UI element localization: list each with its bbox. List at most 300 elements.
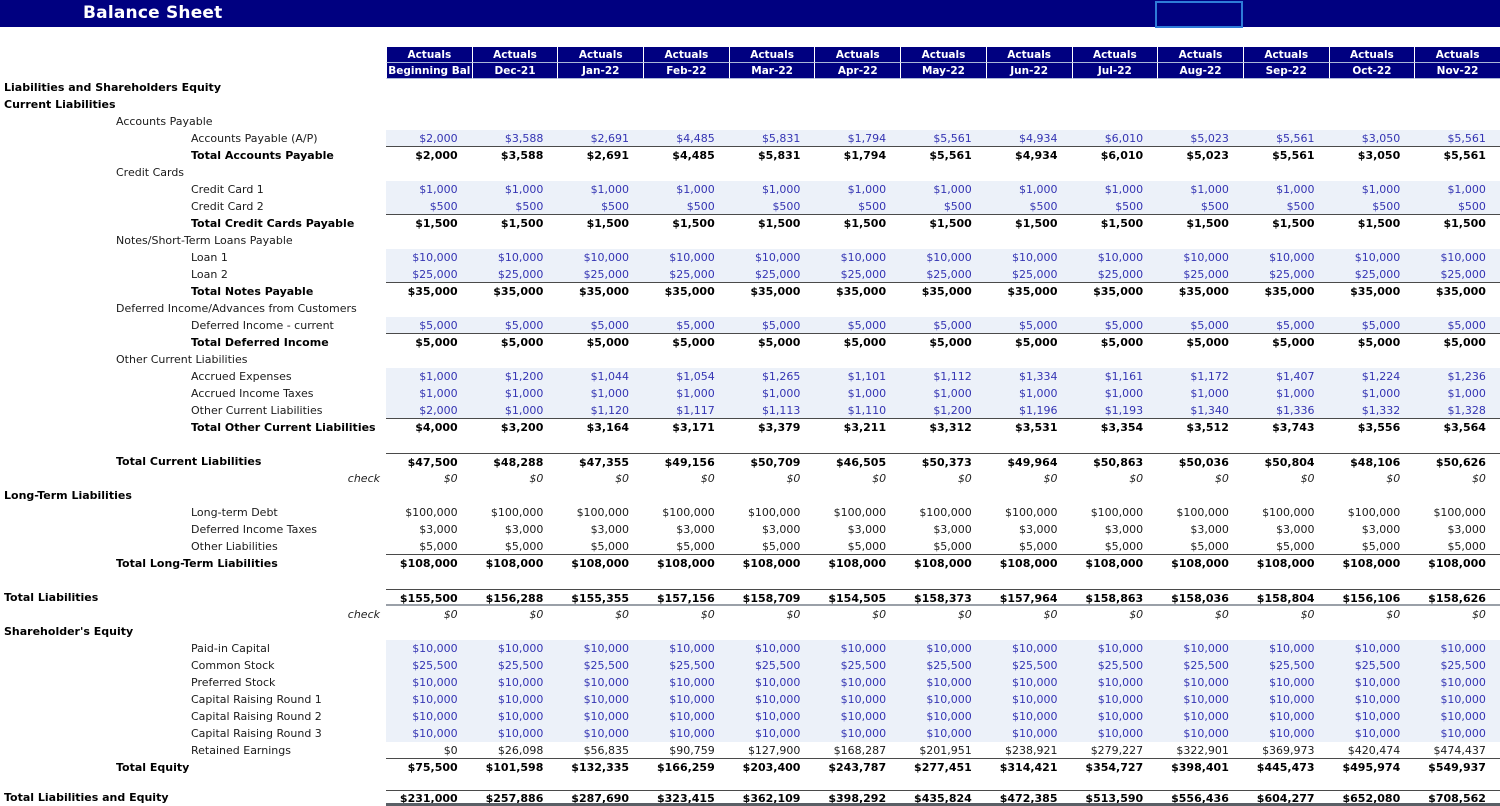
cell[interactable]: $35,000 xyxy=(1264,285,1315,298)
cell[interactable]: $5,023 xyxy=(1190,132,1229,145)
cell[interactable]: $0 xyxy=(1471,608,1486,621)
cell[interactable]: $277,451 xyxy=(914,761,972,774)
cell[interactable]: $25,000 xyxy=(669,268,715,281)
cell[interactable]: $5,000 xyxy=(1443,336,1486,349)
cell[interactable]: $25,000 xyxy=(412,268,458,281)
cell[interactable]: $25,500 xyxy=(926,659,972,672)
cell[interactable]: $243,787 xyxy=(828,761,887,774)
cell[interactable]: $90,759 xyxy=(669,744,715,757)
cell[interactable]: $10,000 xyxy=(840,642,887,655)
cell[interactable]: $1,500 xyxy=(1015,217,1058,230)
cell[interactable]: $5,000 xyxy=(761,540,801,553)
cell[interactable]: $500 xyxy=(601,200,630,213)
cell[interactable]: $5,000 xyxy=(1019,319,1058,332)
cell[interactable]: $3,312 xyxy=(929,421,972,434)
cell[interactable]: $708,562 xyxy=(1428,792,1486,803)
cell[interactable]: $108,000 xyxy=(742,557,801,570)
cell[interactable]: $279,227 xyxy=(1090,744,1144,757)
row-label[interactable]: Credit Card 1 xyxy=(191,183,264,196)
cell[interactable]: $49,156 xyxy=(664,456,715,469)
cell[interactable]: $323,415 xyxy=(656,792,715,803)
cell[interactable]: $3,000 xyxy=(1104,523,1144,536)
cell[interactable]: $1,500 xyxy=(1186,217,1229,230)
cell[interactable]: $5,000 xyxy=(761,319,801,332)
cell[interactable]: $1,000 xyxy=(1190,387,1229,400)
cell[interactable]: $500 xyxy=(858,200,887,213)
cell[interactable]: $100,000 xyxy=(747,506,801,519)
cell[interactable]: $5,000 xyxy=(590,319,630,332)
cell[interactable]: $25,500 xyxy=(1269,659,1315,672)
cell[interactable]: $10,000 xyxy=(754,676,801,689)
cell[interactable]: $652,080 xyxy=(1342,792,1401,803)
cell[interactable]: $1,120 xyxy=(590,404,630,417)
row-label[interactable]: Accounts Payable (A/P) xyxy=(191,132,318,145)
cell[interactable]: $1,000 xyxy=(847,387,887,400)
cell[interactable]: $10,000 xyxy=(1097,676,1144,689)
cell[interactable]: $10,000 xyxy=(1440,251,1486,264)
cell[interactable]: $10,000 xyxy=(1097,642,1144,655)
cell[interactable]: $3,000 xyxy=(504,523,544,536)
cell[interactable]: $10,000 xyxy=(1097,727,1144,740)
cell[interactable]: $108,000 xyxy=(914,557,972,570)
cell[interactable]: $1,000 xyxy=(590,183,630,196)
cell[interactable]: $3,050 xyxy=(1361,132,1401,145)
cell[interactable]: $2,691 xyxy=(586,149,630,162)
cell[interactable]: $25,500 xyxy=(1012,659,1058,672)
cell[interactable]: $556,436 xyxy=(1171,792,1229,803)
cell[interactable]: $132,335 xyxy=(571,761,630,774)
cell[interactable]: $1,113 xyxy=(761,404,801,417)
cell[interactable]: $1,161 xyxy=(1104,370,1144,383)
column-group-header-cell[interactable]: Actuals xyxy=(1329,47,1415,63)
cell[interactable]: $100,000 xyxy=(490,506,544,519)
column-group-header-cell[interactable]: Actuals xyxy=(1243,47,1329,63)
row-label[interactable]: Total Deferred Income xyxy=(191,336,329,349)
cell[interactable]: $1,500 xyxy=(415,217,458,230)
cell[interactable]: $100,000 xyxy=(833,506,887,519)
cell[interactable]: $10,000 xyxy=(412,710,458,723)
cell[interactable]: $1,000 xyxy=(1019,183,1058,196)
cell[interactable]: $3,379 xyxy=(757,421,801,434)
cell[interactable]: $1,054 xyxy=(676,370,715,383)
column-header-cell[interactable]: May-22 xyxy=(900,63,986,79)
cell[interactable]: $1,000 xyxy=(676,183,715,196)
cell[interactable]: $0 xyxy=(700,472,715,485)
cell[interactable]: $445,473 xyxy=(1256,761,1315,774)
cell[interactable]: $10,000 xyxy=(1012,642,1058,655)
cell[interactable]: $435,824 xyxy=(914,792,972,803)
cell[interactable]: $154,505 xyxy=(828,592,887,604)
cell[interactable]: $25,000 xyxy=(497,268,544,281)
cell[interactable]: $5,000 xyxy=(1276,319,1315,332)
cell[interactable]: $10,000 xyxy=(926,251,972,264)
cell[interactable]: $5,000 xyxy=(1186,336,1229,349)
cell[interactable]: $108,000 xyxy=(999,557,1058,570)
cell[interactable]: $10,000 xyxy=(754,251,801,264)
cell[interactable]: $10,000 xyxy=(669,642,715,655)
cell[interactable]: $500 xyxy=(1372,200,1401,213)
row-label[interactable]: Deferred Income/Advances from Customers xyxy=(116,302,357,315)
cell[interactable]: $10,000 xyxy=(583,642,630,655)
cell[interactable]: $168,287 xyxy=(833,744,887,757)
cell[interactable]: $3,000 xyxy=(1447,523,1486,536)
cell[interactable]: $50,709 xyxy=(750,456,801,469)
cell[interactable]: $100,000 xyxy=(1433,506,1486,519)
cell[interactable]: $0 xyxy=(1471,472,1486,485)
cell[interactable]: $10,000 xyxy=(1183,642,1229,655)
cell[interactable]: $10,000 xyxy=(926,642,972,655)
cell[interactable]: $3,531 xyxy=(1015,421,1058,434)
cell[interactable]: $1,500 xyxy=(586,217,630,230)
cell[interactable]: $10,000 xyxy=(1183,676,1229,689)
row-label[interactable]: Capital Raising Round 2 xyxy=(191,710,322,723)
cell[interactable]: $3,000 xyxy=(676,523,715,536)
column-header-cell[interactable]: Dec-21 xyxy=(472,63,558,79)
cell[interactable]: $100,000 xyxy=(405,506,458,519)
column-header-cell[interactable]: Jun-22 xyxy=(986,63,1072,79)
cell[interactable]: $47,500 xyxy=(407,456,458,469)
cell[interactable]: $1,794 xyxy=(843,149,887,162)
cell[interactable]: $100,000 xyxy=(1090,506,1144,519)
cell[interactable]: $10,000 xyxy=(412,676,458,689)
row-label[interactable]: Total Current Liabilities xyxy=(116,455,262,468)
cell[interactable]: $3,000 xyxy=(1276,523,1315,536)
cell[interactable]: $10,000 xyxy=(583,727,630,740)
cell[interactable]: $1,500 xyxy=(1357,217,1401,230)
cell[interactable]: $3,050 xyxy=(1357,149,1401,162)
cell[interactable]: $10,000 xyxy=(840,676,887,689)
cell[interactable]: $1,200 xyxy=(933,404,972,417)
cell[interactable]: $10,000 xyxy=(1440,642,1486,655)
cell[interactable]: $100,000 xyxy=(1176,506,1229,519)
row-label[interactable]: Notes/Short-Term Loans Payable xyxy=(116,234,293,247)
row-label[interactable]: check xyxy=(347,472,380,485)
cell[interactable]: $1,407 xyxy=(1276,370,1315,383)
cell[interactable]: $35,000 xyxy=(578,285,630,298)
cell[interactable]: $26,098 xyxy=(497,744,544,757)
cell[interactable]: $1,112 xyxy=(933,370,972,383)
cell[interactable]: $1,000 xyxy=(1447,183,1486,196)
cell[interactable]: $50,863 xyxy=(1093,456,1144,469)
cell[interactable]: $108,000 xyxy=(571,557,630,570)
cell[interactable]: $10,000 xyxy=(1269,251,1315,264)
cell[interactable]: $3,354 xyxy=(1100,421,1144,434)
cell[interactable]: $4,485 xyxy=(672,149,715,162)
cell[interactable]: $0 xyxy=(700,608,715,621)
cell[interactable]: $5,561 xyxy=(1272,149,1315,162)
row-label[interactable]: Accrued Expenses xyxy=(191,370,292,383)
cell[interactable]: $10,000 xyxy=(840,693,887,706)
row-label[interactable]: Liabilities and Shareholders Equity xyxy=(4,81,221,94)
cell[interactable]: $157,156 xyxy=(656,592,715,604)
cell[interactable]: $1,500 xyxy=(757,217,801,230)
cell[interactable]: $5,000 xyxy=(1100,336,1144,349)
cell[interactable]: $10,000 xyxy=(1354,727,1401,740)
cell[interactable]: $50,036 xyxy=(1178,456,1229,469)
column-header-cell[interactable]: Aug-22 xyxy=(1157,63,1243,79)
cell[interactable]: $0 xyxy=(786,608,801,621)
column-header-cell[interactable]: Oct-22 xyxy=(1329,63,1415,79)
cell[interactable]: $5,000 xyxy=(1104,319,1144,332)
cell[interactable]: $10,000 xyxy=(669,676,715,689)
row-label[interactable]: Other Current Liabilities xyxy=(116,353,248,366)
cell[interactable]: $500 xyxy=(1029,200,1058,213)
cell[interactable]: $10,000 xyxy=(1012,251,1058,264)
cell[interactable]: $1,000 xyxy=(676,387,715,400)
cell[interactable]: $50,804 xyxy=(1264,456,1315,469)
cell[interactable]: $4,485 xyxy=(676,132,715,145)
cell[interactable]: $5,000 xyxy=(504,319,544,332)
cell[interactable]: $0 xyxy=(957,472,972,485)
cell[interactable]: $10,000 xyxy=(497,693,544,706)
cell[interactable]: $25,500 xyxy=(1354,659,1401,672)
cell[interactable]: $0 xyxy=(1300,472,1315,485)
cell[interactable]: $10,000 xyxy=(1097,710,1144,723)
cell[interactable]: $10,000 xyxy=(1012,727,1058,740)
cell[interactable]: $5,000 xyxy=(1272,336,1315,349)
cell[interactable]: $10,000 xyxy=(926,693,972,706)
column-group-header-cell[interactable]: Actuals xyxy=(729,47,815,63)
cell[interactable]: $354,727 xyxy=(1085,761,1144,774)
cell[interactable]: $10,000 xyxy=(1354,642,1401,655)
cell[interactable]: $5,000 xyxy=(933,319,972,332)
cell[interactable]: $472,385 xyxy=(999,792,1058,803)
cell[interactable]: $10,000 xyxy=(1269,676,1315,689)
cell[interactable]: $1,200 xyxy=(504,370,544,383)
cell[interactable]: $25,500 xyxy=(669,659,715,672)
cell[interactable]: $10,000 xyxy=(412,251,458,264)
cell[interactable]: $3,588 xyxy=(504,132,544,145)
row-label[interactable]: Paid-in Capital xyxy=(191,642,270,655)
cell[interactable]: $35,000 xyxy=(836,285,887,298)
cell[interactable]: $4,934 xyxy=(1015,149,1058,162)
cell[interactable]: $10,000 xyxy=(926,710,972,723)
cell[interactable]: $1,000 xyxy=(1190,183,1229,196)
row-label[interactable]: Retained Earnings xyxy=(191,744,291,757)
cell[interactable]: $5,000 xyxy=(1015,336,1058,349)
cell[interactable]: $10,000 xyxy=(754,642,801,655)
cell[interactable]: $513,590 xyxy=(1085,792,1144,803)
cell[interactable]: $10,000 xyxy=(497,676,544,689)
cell[interactable]: $1,000 xyxy=(504,387,544,400)
cell[interactable]: $420,474 xyxy=(1347,744,1401,757)
row-label[interactable]: Long-term Debt xyxy=(191,506,278,519)
cell[interactable]: $35,000 xyxy=(1007,285,1058,298)
cell[interactable]: $362,109 xyxy=(742,792,801,803)
cell[interactable]: $5,000 xyxy=(1104,540,1144,553)
cell[interactable]: $25,000 xyxy=(1440,268,1486,281)
cell[interactable]: $500 xyxy=(429,200,458,213)
cell[interactable]: $35,000 xyxy=(1178,285,1229,298)
cell[interactable]: $0 xyxy=(1043,472,1058,485)
cell[interactable]: $10,000 xyxy=(1097,251,1144,264)
row-label[interactable]: Total Liabilities and Equity xyxy=(4,791,169,804)
column-group-header-cell[interactable]: Actuals xyxy=(986,47,1072,63)
cell[interactable]: $10,000 xyxy=(583,676,630,689)
cell[interactable]: $35,000 xyxy=(1435,285,1486,298)
cell[interactable]: $10,000 xyxy=(497,642,544,655)
cell[interactable]: $1,000 xyxy=(419,387,458,400)
row-label[interactable]: Accrued Income Taxes xyxy=(191,387,314,400)
cell[interactable]: $5,561 xyxy=(933,132,972,145)
cell[interactable]: $5,000 xyxy=(672,336,715,349)
row-label[interactable]: Capital Raising Round 3 xyxy=(191,727,322,740)
cell[interactable]: $100,000 xyxy=(1262,506,1315,519)
cell[interactable]: $201,951 xyxy=(919,744,972,757)
cell[interactable]: $158,373 xyxy=(914,592,972,604)
cell[interactable]: $4,000 xyxy=(415,421,458,434)
cell[interactable]: $10,000 xyxy=(1354,693,1401,706)
cell[interactable]: $3,200 xyxy=(500,421,544,434)
cell[interactable]: $500 xyxy=(943,200,972,213)
cell[interactable]: $100,000 xyxy=(1005,506,1058,519)
cell[interactable]: $1,000 xyxy=(1361,183,1401,196)
cell[interactable]: $5,000 xyxy=(676,319,715,332)
cell[interactable]: $474,437 xyxy=(1433,744,1486,757)
row-label[interactable]: Current Liabilities xyxy=(4,98,116,111)
cell[interactable]: $108,000 xyxy=(656,557,715,570)
cell[interactable]: $10,000 xyxy=(926,676,972,689)
cell[interactable]: $25,000 xyxy=(1354,268,1401,281)
row-label[interactable]: check xyxy=(347,608,380,621)
cell[interactable]: $25,500 xyxy=(497,659,544,672)
cell[interactable]: $35,000 xyxy=(921,285,972,298)
cell[interactable]: $0 xyxy=(957,608,972,621)
column-group-header-cell[interactable]: Actuals xyxy=(557,47,643,63)
cell[interactable]: $10,000 xyxy=(1440,676,1486,689)
cell[interactable]: $25,500 xyxy=(1183,659,1229,672)
cell[interactable]: $10,000 xyxy=(1097,693,1144,706)
cell[interactable]: $10,000 xyxy=(1269,727,1315,740)
cell[interactable]: $500 xyxy=(1286,200,1315,213)
row-label[interactable]: Long-Term Liabilities xyxy=(4,489,132,502)
cell[interactable]: $1,500 xyxy=(672,217,715,230)
column-group-header-cell[interactable]: Actuals xyxy=(1072,47,1158,63)
cell[interactable]: $1,000 xyxy=(419,183,458,196)
cell[interactable]: $108,000 xyxy=(1256,557,1315,570)
cell[interactable]: $158,036 xyxy=(1171,592,1229,604)
cell[interactable]: $25,000 xyxy=(1097,268,1144,281)
row-label[interactable]: Preferred Stock xyxy=(191,676,276,689)
cell[interactable]: $50,626 xyxy=(1435,456,1486,469)
cell[interactable]: $3,512 xyxy=(1186,421,1229,434)
row-label[interactable]: Credit Card 2 xyxy=(191,200,264,213)
cell[interactable]: $25,000 xyxy=(840,268,887,281)
cell[interactable]: $5,831 xyxy=(757,149,801,162)
cell[interactable]: $495,974 xyxy=(1342,761,1401,774)
cell[interactable]: $1,196 xyxy=(1019,404,1058,417)
row-label[interactable]: Total Notes Payable xyxy=(191,285,314,298)
cell[interactable]: $5,000 xyxy=(504,540,544,553)
cell[interactable]: $1,117 xyxy=(676,404,715,417)
cell[interactable]: $0 xyxy=(1043,608,1058,621)
cell[interactable]: $1,000 xyxy=(504,404,544,417)
cell[interactable]: $5,000 xyxy=(419,319,458,332)
row-label[interactable]: Other Liabilities xyxy=(191,540,278,553)
cell[interactable]: $108,000 xyxy=(828,557,887,570)
cell[interactable]: $5,831 xyxy=(761,132,801,145)
cell[interactable]: $5,000 xyxy=(1361,319,1401,332)
cell[interactable]: $100,000 xyxy=(1347,506,1401,519)
cell[interactable]: $35,000 xyxy=(664,285,715,298)
cell[interactable]: $10,000 xyxy=(1183,727,1229,740)
cell[interactable]: $3,564 xyxy=(1443,421,1486,434)
cell[interactable]: $5,000 xyxy=(500,336,544,349)
cell[interactable]: $1,236 xyxy=(1447,370,1486,383)
cell[interactable]: $1,172 xyxy=(1190,370,1229,383)
column-header-cell[interactable]: Feb-22 xyxy=(643,63,729,79)
cell[interactable]: $35,000 xyxy=(493,285,544,298)
row-label[interactable]: Credit Cards xyxy=(116,166,185,179)
row-label[interactable]: Other Current Liabilities xyxy=(191,404,323,417)
cell[interactable]: $35,000 xyxy=(1350,285,1401,298)
cell[interactable]: $5,000 xyxy=(676,540,715,553)
cell[interactable]: $10,000 xyxy=(669,693,715,706)
cell[interactable]: $5,000 xyxy=(590,540,630,553)
row-label[interactable]: Loan 2 xyxy=(191,268,228,281)
cell[interactable]: $0 xyxy=(529,608,544,621)
cell[interactable]: $1,000 xyxy=(761,183,801,196)
cell[interactable]: $25,500 xyxy=(754,659,801,672)
row-label[interactable]: Total Credit Cards Payable xyxy=(191,217,355,230)
cell[interactable]: $1,000 xyxy=(1104,387,1144,400)
cell[interactable]: $48,106 xyxy=(1350,456,1401,469)
cell[interactable]: $4,934 xyxy=(1019,132,1058,145)
row-label[interactable]: Deferred Income Taxes xyxy=(191,523,318,536)
cell[interactable]: $108,000 xyxy=(399,557,458,570)
cell[interactable]: $1,000 xyxy=(847,183,887,196)
cell[interactable]: $75,500 xyxy=(407,761,458,774)
cell[interactable]: $108,000 xyxy=(1428,557,1486,570)
cell[interactable]: $1,000 xyxy=(419,370,458,383)
row-label[interactable]: Accounts Payable xyxy=(116,115,213,128)
cell[interactable]: $5,561 xyxy=(1447,132,1486,145)
cell[interactable]: $25,000 xyxy=(926,268,972,281)
row-label[interactable]: Shareholder's Equity xyxy=(4,625,134,638)
cell[interactable]: $5,561 xyxy=(1276,132,1315,145)
cell[interactable]: $549,937 xyxy=(1428,761,1486,774)
cell[interactable]: $500 xyxy=(1115,200,1144,213)
cell[interactable]: $3,000 xyxy=(847,523,887,536)
cell[interactable]: $500 xyxy=(772,200,801,213)
cell[interactable]: $287,690 xyxy=(571,792,630,803)
cell[interactable]: $10,000 xyxy=(1440,693,1486,706)
cell[interactable]: $0 xyxy=(872,472,887,485)
column-group-header-cell[interactable]: Actuals xyxy=(472,47,558,63)
cell[interactable]: $3,211 xyxy=(843,421,887,434)
cell[interactable]: $25,000 xyxy=(583,268,630,281)
cell[interactable]: $2,000 xyxy=(419,404,458,417)
cell[interactable]: $25,000 xyxy=(1183,268,1229,281)
cell[interactable]: $5,000 xyxy=(1190,540,1229,553)
cell[interactable]: $10,000 xyxy=(669,727,715,740)
cell[interactable]: $1,500 xyxy=(929,217,972,230)
cell[interactable]: $25,000 xyxy=(1012,268,1058,281)
cell[interactable]: $0 xyxy=(1129,608,1144,621)
cell[interactable]: $49,964 xyxy=(1007,456,1058,469)
cell[interactable]: $10,000 xyxy=(1183,710,1229,723)
cell[interactable]: $25,000 xyxy=(1269,268,1315,281)
cell[interactable]: $35,000 xyxy=(1093,285,1144,298)
row-label[interactable]: Deferred Income - current xyxy=(191,319,334,332)
cell[interactable]: $1,000 xyxy=(1104,183,1144,196)
cell[interactable]: $3,164 xyxy=(586,421,630,434)
cell[interactable]: $127,900 xyxy=(747,744,801,757)
row-label[interactable]: Total Other Current Liabilities xyxy=(191,421,376,434)
cell[interactable]: $1,000 xyxy=(761,387,801,400)
cell[interactable]: $10,000 xyxy=(926,727,972,740)
cell[interactable]: $2,000 xyxy=(415,149,458,162)
